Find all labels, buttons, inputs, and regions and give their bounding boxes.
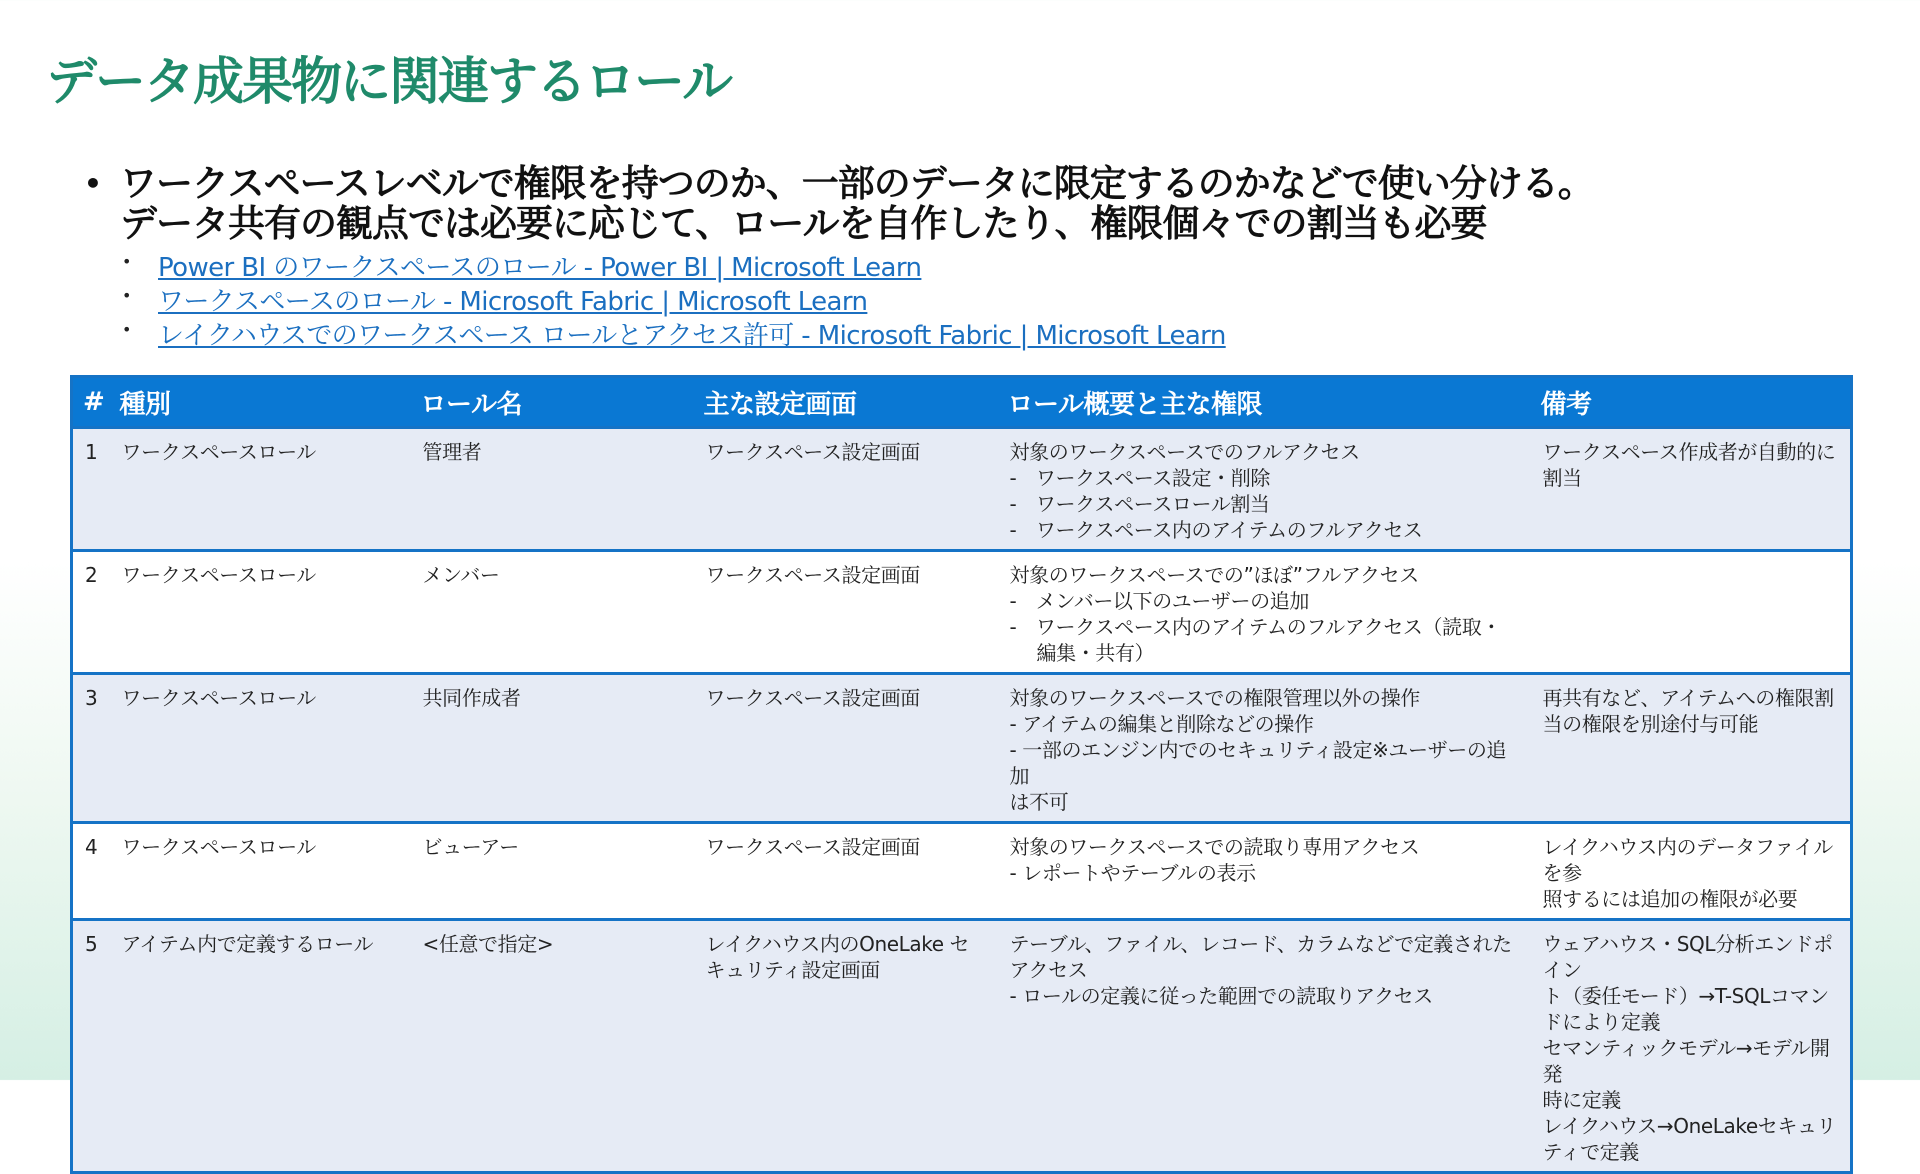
header-kind: 種別 bbox=[110, 377, 411, 428]
cell-summary-line: 対象のワークスペースでのフルアクセス bbox=[1009, 440, 1360, 464]
link-lakehouse-workspace-roles[interactable]: レイクハウスでのワークスペース ロールとアクセス許可 - Microsoft Fabric | Microsoft Learn bbox=[158, 321, 1226, 351]
cell-notes bbox=[1531, 823, 1852, 920]
roles-table bbox=[70, 375, 1853, 1174]
cell-settings-screen bbox=[694, 920, 998, 1173]
header-summary: ロール概要と主な権限 bbox=[998, 377, 1531, 428]
cell-settings-screen-line: レイクハウス内のOneLake セ bbox=[705, 932, 970, 956]
cell-settings-screen-line: キュリティ設定画面 bbox=[705, 958, 880, 982]
cell-summary-line: - 一部のエンジン内でのセキュリティ設定※ユーザーの追加 bbox=[1009, 738, 1507, 788]
cell-summary bbox=[998, 551, 1531, 674]
link-powerbi-workspace-roles[interactable]: Power BI のワークスペースのロール - Power BI | Microsoft Learn bbox=[158, 253, 922, 283]
page-title: データ成果物に関連するロール bbox=[46, 53, 731, 112]
bullet-line-1: ワークスペースレベルで権限を持つのか、一部のデータに限定するのかなどで使い分ける。 bbox=[120, 162, 1594, 205]
table-header-row bbox=[72, 377, 1852, 428]
cell-summary-line: - ワークスペース設定・削除 bbox=[1009, 466, 1270, 490]
cell-number: 4 bbox=[72, 823, 110, 920]
cell-role-name: <任意で指定> bbox=[411, 920, 694, 1173]
header-role-name: ロール名 bbox=[411, 377, 694, 428]
cell-summary-line: は不可 bbox=[1009, 790, 1069, 814]
cell-number: 5 bbox=[72, 920, 110, 1173]
cell-number: 3 bbox=[72, 674, 110, 823]
cell-notes-line: 照するには追加の権限が必要 bbox=[1542, 887, 1798, 911]
header-settings-screen: 主な設定画面 bbox=[694, 377, 998, 428]
table-row bbox=[72, 920, 1852, 1173]
header-notes: 備考 bbox=[1531, 377, 1852, 428]
bullet-dot: • bbox=[122, 286, 132, 305]
cell-settings-screen-line: ワークスペース設定画面 bbox=[705, 835, 920, 859]
cell-number: 1 bbox=[72, 428, 110, 551]
cell-kind: アイテム内で定義するロール bbox=[110, 920, 411, 1173]
bullet-text bbox=[120, 164, 1594, 244]
cell-notes-line: 当の権限を別途付与可能 bbox=[1542, 712, 1759, 736]
cell-notes-line: レイクハウス内のデータファイルを参 bbox=[1542, 835, 1833, 885]
cell-summary bbox=[998, 823, 1531, 920]
cell-settings-screen-line: ワークスペース設定画面 bbox=[705, 563, 920, 587]
bullet-dot: • bbox=[84, 167, 101, 200]
cell-notes-line: 割当 bbox=[1542, 466, 1582, 490]
cell-notes-line: ドにより定義 bbox=[1542, 1010, 1661, 1034]
cell-summary-line: - ロールの定義に従った範囲での読取りアクセス bbox=[1009, 984, 1433, 1008]
cell-summary bbox=[998, 428, 1531, 551]
cell-kind: ワークスペースロール bbox=[110, 674, 411, 823]
cell-settings-screen bbox=[694, 428, 998, 551]
cell-notes bbox=[1531, 920, 1852, 1173]
cell-settings-screen-line: ワークスペース設定画面 bbox=[705, 440, 920, 464]
cell-kind: ワークスペースロール bbox=[110, 551, 411, 674]
cell-notes bbox=[1531, 674, 1852, 823]
cell-role-name: 共同作成者 bbox=[411, 674, 694, 823]
cell-kind: ワークスペースロール bbox=[110, 428, 411, 551]
table-row bbox=[72, 551, 1852, 674]
cell-settings-screen bbox=[694, 674, 998, 823]
cell-notes-line: 時に定義 bbox=[1542, 1088, 1621, 1112]
cell-notes-line: ウェアハウス・SQL分析エンドポイン bbox=[1542, 932, 1833, 982]
bullet-line-2: データ共有の観点では必要に応じて、ロールを自作したり、権限個々での割当も必要 bbox=[120, 202, 1487, 245]
cell-summary-line: 対象のワークスペースでの”ほぼ”フルアクセス bbox=[1009, 563, 1419, 587]
cell-settings-screen-line: ワークスペース設定画面 bbox=[705, 686, 920, 710]
cell-role-name: メンバー bbox=[411, 551, 694, 674]
cell-summary-line: - メンバー以下のユーザーの追加 bbox=[1009, 589, 1309, 613]
cell-settings-screen bbox=[694, 551, 998, 674]
cell-notes-line: ト（委任モード）→T-SQLコマン bbox=[1542, 984, 1829, 1008]
cell-summary-line: - レポートやテーブルの表示 bbox=[1009, 861, 1256, 885]
cell-summary-line: - ワークスペース内のアイテムのフルアクセス bbox=[1009, 518, 1423, 542]
cell-role-name: 管理者 bbox=[411, 428, 694, 551]
cell-notes-line: 再共有など、アイテムへの権限割 bbox=[1542, 686, 1834, 710]
header-number: # bbox=[72, 377, 110, 428]
cell-summary bbox=[998, 920, 1531, 1173]
cell-summary-line: テーブル、ファイル、レコード、カラムなどで定義されたアクセス bbox=[1009, 932, 1512, 982]
cell-summary-line: 対象のワークスペースでの読取り専用アクセス bbox=[1009, 835, 1420, 859]
bullet-dot: • bbox=[122, 252, 132, 271]
bullet-dot: • bbox=[122, 320, 132, 339]
cell-summary-line: - アイテムの編集と削除などの操作 bbox=[1009, 712, 1314, 736]
cell-notes bbox=[1531, 551, 1852, 674]
cell-summary-line: - ワークスペース内のアイテムのフルアクセス（読取・編集・共有） bbox=[1009, 615, 1501, 665]
cell-summary-line: 対象のワークスペースでの権限管理以外の操作 bbox=[1009, 686, 1420, 710]
cell-settings-screen bbox=[694, 823, 998, 920]
cell-notes bbox=[1531, 428, 1852, 551]
cell-role-name: ビューアー bbox=[411, 823, 694, 920]
cell-number: 2 bbox=[72, 551, 110, 674]
table-row bbox=[72, 428, 1852, 551]
table-row bbox=[72, 674, 1852, 823]
cell-notes-line: ティで定義 bbox=[1542, 1140, 1639, 1164]
table-row bbox=[72, 823, 1852, 920]
cell-notes-line: レイクハウス→OneLakeセキュリ bbox=[1542, 1114, 1837, 1138]
cell-notes-line: セマンティックモデル→モデル開発 bbox=[1542, 1036, 1830, 1086]
link-fabric-workspace-roles[interactable]: ワークスペースのロール - Microsoft Fabric | Microsoft Learn bbox=[158, 287, 868, 317]
cell-summary-line: - ワークスペースロール割当 bbox=[1009, 492, 1270, 516]
table-body bbox=[72, 428, 1852, 1173]
cell-notes-line: ワークスペース作成者が自動的に bbox=[1542, 440, 1836, 464]
cell-summary bbox=[998, 674, 1531, 823]
cell-kind: ワークスペースロール bbox=[110, 823, 411, 920]
